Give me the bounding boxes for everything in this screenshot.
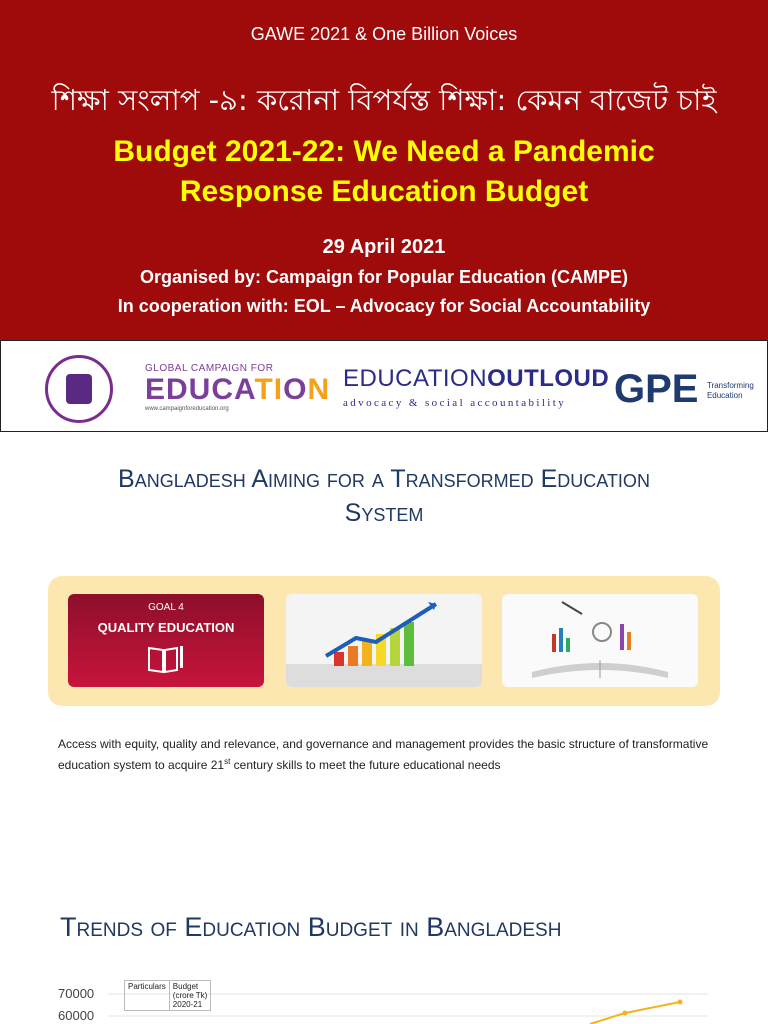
eol-tagline: advocacy & social accountability	[343, 397, 567, 409]
book-pencil-icon	[147, 644, 185, 674]
gpe-tagline: Transforming Education	[706, 381, 754, 400]
gce-logo	[145, 363, 330, 412]
banner-title-line2: Response Education Budget	[179, 175, 589, 208]
series-point	[678, 1000, 683, 1005]
chart-lines	[0, 975, 768, 1024]
banner-top-line: GAWE 2021 & One Billion Voices	[250, 24, 518, 44]
education-budget-chart	[0, 975, 768, 1024]
budget-table	[124, 980, 211, 1011]
y-tick-label: 60000	[58, 1008, 95, 1023]
campe-emblem-icon	[66, 374, 92, 404]
campe-logo	[45, 355, 113, 423]
gce-small-text: GLOBAL CAMPAIGN FOR	[145, 363, 274, 374]
event-banner	[0, 0, 768, 340]
partner-logos-strip	[0, 340, 768, 432]
y-tick-label: 70000	[58, 986, 95, 1001]
section-title-transformed-education	[0, 462, 768, 530]
description-paragraph: Access with equity, quality and relevance, and governance and management provides the basic structure of transformative education system to acquire 21st century skills to meet the future educational needs	[58, 737, 709, 772]
gpe-wordmark: GPE	[614, 367, 699, 411]
goal-label: GOAL 4	[148, 602, 184, 613]
banner-title	[0, 132, 768, 212]
goal-title: QUALITY EDUCATION	[97, 620, 235, 635]
table-header-budget: Budget (crore Tk) 2020-21	[169, 981, 211, 1011]
table-header-particulars: Particulars	[125, 981, 170, 1011]
open-book-charts-image	[502, 594, 698, 687]
section-title-line2: System	[344, 499, 424, 527]
section-title-budget-trends: Trends of Education Budget in Bangladesh	[60, 912, 562, 942]
sdg-goal4-image	[68, 594, 264, 687]
education-out-loud-logo	[343, 365, 609, 409]
gce-wordmark: EDUCATION	[145, 373, 331, 406]
series-point	[623, 1011, 628, 1016]
eol-wordmark: EDUCATIONOUTLOUD	[343, 365, 610, 392]
event-date: 29 April 2021	[322, 236, 446, 258]
growth-bar-chart-image	[286, 594, 482, 687]
gpe-logo	[614, 369, 754, 409]
series-line	[590, 1002, 680, 1024]
gce-url: www.campaignforeducation.org	[145, 406, 229, 412]
cooperation-line: In cooperation with: EOL – Advocacy for Social Accountability	[117, 296, 651, 316]
banner-bangla-title: শিক্ষা সংলাপ -৯: করোনা বিপর্যস্ত শিক্ষা: কেমন বাজেট চাই	[51, 83, 717, 117]
banner-title-line1: Budget 2021-22: We Need a Pandemic	[113, 135, 655, 168]
section-title-line1: Bangladesh Aiming for a Transformed Education	[118, 465, 650, 493]
organiser-line: Organised by: Campaign for Popular Education (CAMPE)	[139, 267, 629, 287]
image-panel	[48, 576, 720, 706]
